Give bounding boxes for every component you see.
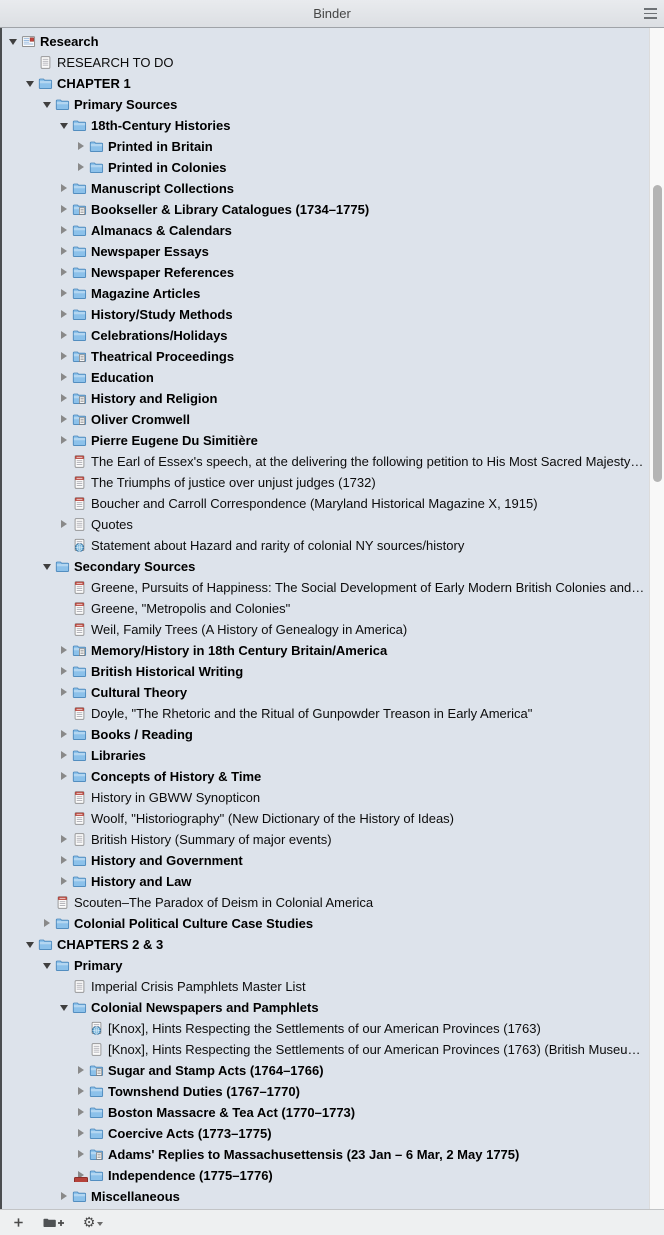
item-label: 18th-Century Histories (91, 118, 231, 133)
folder-icon (89, 1168, 104, 1183)
disclosure-triangle (24, 56, 37, 69)
disclosure-triangle[interactable] (58, 350, 71, 363)
document-icon (72, 517, 87, 532)
item-label: Oliver Cromwell (91, 412, 190, 427)
web-document-icon (89, 1021, 104, 1036)
disclosure-triangle[interactable] (58, 224, 71, 237)
pdf-document-icon (72, 454, 87, 469)
binder-row[interactable] (0, 367, 649, 388)
disclosure-triangle[interactable] (58, 644, 71, 657)
item-label: History/Study Methods (91, 307, 233, 322)
disclosure-triangle[interactable] (58, 287, 71, 300)
disclosure-triangle[interactable] (58, 413, 71, 426)
disclosure-triangle (41, 896, 54, 909)
item-label: Adams' Replies to Massachusettensis (23 Jan – 6 Mar, 2 May 1775) (108, 1147, 520, 1162)
binder-row[interactable] (0, 955, 649, 976)
folder-icon (72, 748, 87, 763)
item-label: History and Religion (91, 391, 218, 406)
vertical-scrollbar[interactable] (649, 28, 664, 1209)
folder-icon (72, 370, 87, 385)
folder-document-icon (72, 202, 87, 217)
item-label: Printed in Colonies (108, 160, 227, 175)
chevron-down-icon (97, 1222, 103, 1226)
item-label: Primary (74, 958, 123, 973)
binder-titlebar (0, 0, 664, 28)
pdf-document-icon (72, 496, 87, 511)
item-label: History and Government (91, 853, 243, 868)
binder-row[interactable] (0, 997, 649, 1018)
folder-icon (72, 1000, 87, 1015)
binder-row[interactable] (0, 1039, 649, 1060)
binder-row[interactable] (0, 304, 649, 325)
binder-row[interactable] (0, 703, 649, 724)
disclosure-triangle[interactable] (58, 308, 71, 321)
pdf-document-icon (72, 706, 87, 721)
item-label: Statement about Hazard and rarity of colonial NY sources/history (91, 538, 465, 553)
binder-outline-tree (0, 28, 649, 1209)
item-label: British Historical Writing (91, 664, 244, 679)
item-label: Colonial Newspapers and Pamphlets (91, 1000, 319, 1015)
disclosure-triangle[interactable] (58, 182, 71, 195)
binder-row[interactable] (0, 199, 649, 220)
folder-icon (72, 328, 87, 343)
disclosure-triangle (58, 581, 71, 594)
item-label: Coercive Acts (1773–1775) (108, 1126, 272, 1141)
item-label: Celebrations/Holidays (91, 328, 228, 343)
binder-row[interactable] (0, 493, 649, 514)
binder-row[interactable] (0, 766, 649, 787)
item-label: Doyle, "The Rhetoric and the Ritual of Gunpowder Treason in Early America" (91, 706, 533, 721)
binder-row[interactable] (0, 325, 649, 346)
disclosure-triangle[interactable] (58, 749, 71, 762)
disclosure-triangle[interactable] (75, 1085, 88, 1098)
item-label: Printed in Britain (108, 139, 213, 154)
item-label: Cultural Theory (91, 685, 188, 700)
disclosure-triangle[interactable] (58, 728, 71, 741)
item-label: CHAPTERS 2 & 3 (57, 937, 164, 952)
disclosure-triangle[interactable] (41, 917, 54, 930)
web-document-icon (72, 538, 87, 553)
document-icon (72, 832, 87, 847)
binder-row[interactable] (0, 619, 649, 640)
binder-row[interactable] (0, 1165, 649, 1186)
scrollbar-thumb[interactable] (653, 185, 662, 482)
pdf-document-icon (72, 622, 87, 637)
disclosure-triangle[interactable] (24, 938, 37, 951)
item-label: Bookseller & Library Catalogues (1734–1775) (91, 202, 370, 217)
disclosure-triangle (58, 791, 71, 804)
disclosure-triangle[interactable] (58, 434, 71, 447)
disclosure-triangle[interactable] (58, 266, 71, 279)
item-label: British History (Summary of major events) (91, 832, 332, 847)
item-label: Research (40, 34, 99, 49)
disclosure-triangle[interactable] (58, 119, 71, 132)
binder-row[interactable] (0, 598, 649, 619)
binder-row[interactable] (0, 808, 649, 829)
item-label: Pierre Eugene Du Simitière (91, 433, 258, 448)
binder-row[interactable] (0, 94, 649, 115)
folder-document-icon (72, 349, 87, 364)
item-label: Education (91, 370, 154, 385)
folder-icon (72, 433, 87, 448)
item-label: CHAPTER 1 (57, 76, 131, 91)
binder-row[interactable] (0, 1081, 649, 1102)
item-label: History in GBWW Synopticon (91, 790, 261, 805)
window-edge (0, 28, 2, 1209)
add-icon (12, 1216, 25, 1229)
folder-icon (72, 181, 87, 196)
binder-row[interactable] (0, 262, 649, 283)
folder-document-icon (89, 1147, 104, 1162)
folder-icon (89, 1126, 104, 1141)
item-label: History and Law (91, 874, 192, 889)
disclosure-triangle (58, 476, 71, 489)
item-label: Memory/History in 18th Century Britain/America (91, 643, 388, 658)
disclosure-triangle[interactable] (58, 518, 71, 531)
binder-row[interactable] (0, 451, 649, 472)
item-label: Imperial Crisis Pamphlets Master List (91, 979, 306, 994)
add-folder-button[interactable] (38, 1213, 70, 1233)
binder-row[interactable] (0, 241, 649, 262)
binder-footer-toolbar (0, 1209, 664, 1235)
binder-row[interactable] (0, 829, 649, 850)
action-menu-button[interactable] (78, 1213, 108, 1233)
disclosure-triangle (58, 539, 71, 552)
binder-row[interactable] (0, 178, 649, 199)
binder-row[interactable] (0, 52, 649, 73)
binder-row[interactable] (0, 1144, 649, 1165)
folder-icon (55, 958, 70, 973)
folder-icon (72, 685, 87, 700)
folder-icon (72, 223, 87, 238)
folder-icon (89, 1105, 104, 1120)
disclosure-triangle (58, 602, 71, 615)
binder-row[interactable] (0, 1123, 649, 1144)
folder-icon (89, 1084, 104, 1099)
binder-row[interactable] (0, 346, 649, 367)
disclosure-triangle (58, 980, 71, 993)
disclosure-triangle[interactable] (41, 959, 54, 972)
folder-document-icon (72, 391, 87, 406)
folder-icon (38, 937, 53, 952)
disclosure-triangle[interactable] (7, 35, 20, 48)
disclosure-triangle[interactable] (58, 392, 71, 405)
disclosure-triangle[interactable] (41, 560, 54, 573)
item-label: Almanacs & Calendars (91, 223, 232, 238)
folder-icon (72, 265, 87, 280)
folder-icon (72, 286, 87, 301)
folder-icon (72, 307, 87, 322)
binder-row[interactable] (0, 472, 649, 493)
item-label: Greene, "Metropolis and Colonies" (91, 601, 291, 616)
binder-row[interactable] (0, 430, 649, 451)
disclosure-triangle (58, 623, 71, 636)
binder-row[interactable] (0, 682, 649, 703)
folder-document-icon (89, 1063, 104, 1078)
item-label: Newspaper References (91, 265, 235, 280)
folder-icon (72, 1189, 87, 1204)
binder-row[interactable] (0, 724, 649, 745)
pdf-document-icon (72, 811, 87, 826)
folder-icon (72, 853, 87, 868)
folder-icon (55, 559, 70, 574)
binder-row[interactable] (0, 640, 649, 661)
binder-row[interactable] (0, 73, 649, 94)
folder-icon (55, 97, 70, 112)
binder-row[interactable] (0, 892, 649, 913)
disclosure-triangle (58, 812, 71, 825)
disclosure-triangle[interactable] (58, 665, 71, 678)
item-label: Miscellaneous (91, 1189, 180, 1204)
item-label: [Knox], Hints Respecting the Settlements of our American Provinces (1763) (British Museu… (108, 1042, 641, 1057)
item-label: Boston Massacre & Tea Act (1770–1773) (108, 1105, 356, 1120)
binder-row[interactable] (0, 976, 649, 997)
document-icon (72, 979, 87, 994)
item-label: Manuscript Collections (91, 181, 235, 196)
disclosure-triangle[interactable] (58, 371, 71, 384)
binder-row[interactable] (0, 535, 649, 556)
binder-row[interactable] (0, 871, 649, 892)
pdf-document-icon (55, 895, 70, 910)
document-icon (89, 1042, 104, 1057)
gear-icon: ⚙ (82, 1214, 96, 1231)
binder-row[interactable] (0, 556, 649, 577)
item-label: Independence (1775–1776) (108, 1168, 273, 1183)
folder-icon (55, 916, 70, 931)
disclosure-triangle[interactable] (58, 1001, 71, 1014)
disclosure-triangle (58, 455, 71, 468)
item-label: Books / Reading (91, 727, 193, 742)
disclosure-triangle[interactable] (24, 77, 37, 90)
item-label: Secondary Sources (74, 559, 196, 574)
disclosure-triangle[interactable] (58, 203, 71, 216)
disclosure-triangle[interactable] (75, 1148, 88, 1161)
disclosure-triangle[interactable] (75, 1064, 88, 1077)
folder-icon (89, 139, 104, 154)
add-item-button[interactable] (6, 1213, 30, 1233)
pdf-document-icon (72, 475, 87, 490)
panel-title: Binder (313, 6, 351, 21)
item-label: Greene, Pursuits of Happiness: The Social Development of Early Modern British Colonies and… (91, 580, 645, 595)
item-label: Magazine Articles (91, 286, 201, 301)
binder-row[interactable] (0, 283, 649, 304)
disclosure-triangle[interactable] (58, 686, 71, 699)
folder-document-icon (72, 643, 87, 658)
item-label: Concepts of History & Time (91, 769, 262, 784)
item-label: Colonial Political Culture Case Studies (74, 916, 314, 931)
disclosure-triangle[interactable] (58, 875, 71, 888)
binder-row[interactable] (0, 577, 649, 598)
pdf-document-icon (72, 601, 87, 616)
disclosure-triangle[interactable] (58, 329, 71, 342)
item-label: Newspaper Essays (91, 244, 209, 259)
binder-row[interactable] (0, 1186, 649, 1207)
pdf-document-icon (72, 580, 87, 595)
item-label: RESEARCH TO DO (57, 55, 174, 70)
disclosure-triangle[interactable] (41, 98, 54, 111)
clipped-pdf-item-icon[interactable] (74, 1177, 88, 1182)
pdf-document-icon (72, 790, 87, 805)
binder-row[interactable] (0, 850, 649, 871)
folder-icon (89, 160, 104, 175)
disclosure-triangle[interactable] (58, 1190, 71, 1203)
disclosure-triangle (58, 707, 71, 720)
binder-row[interactable] (0, 115, 649, 136)
binder-row[interactable] (0, 136, 649, 157)
item-label: [Knox], Hints Respecting the Settlements of our American Provinces (1763) (108, 1021, 541, 1036)
item-label: Quotes (91, 517, 133, 532)
disclosure-triangle[interactable] (58, 245, 71, 258)
folder-icon (72, 244, 87, 259)
item-label: Townshend Duties (1767–1770) (108, 1084, 300, 1099)
item-label: The Triumphs of justice over unjust judges (1732) (91, 475, 376, 490)
item-label: Theatrical Proceedings (91, 349, 235, 364)
disclosure-triangle (75, 1043, 88, 1056)
disclosure-triangle[interactable] (75, 1106, 88, 1119)
folder-document-icon (72, 412, 87, 427)
item-label: Primary Sources (74, 97, 178, 112)
binder-row[interactable] (0, 157, 649, 178)
folder-icon (72, 769, 87, 784)
binder-row[interactable] (0, 745, 649, 766)
binder-row[interactable] (0, 31, 649, 52)
item-label: Woolf, "Historiography" (New Dictionary of the History of Ideas) (91, 811, 455, 826)
binder-row[interactable] (0, 409, 649, 430)
binder-row[interactable] (0, 787, 649, 808)
disclosure-triangle[interactable] (75, 140, 88, 153)
folder-icon (72, 874, 87, 889)
item-label: Weil, Family Trees (A History of Genealogy in America) (91, 622, 408, 637)
add-folder-icon (42, 1216, 66, 1230)
document-icon (38, 55, 53, 70)
disclosure-triangle[interactable] (58, 854, 71, 867)
item-label: Sugar and Stamp Acts (1764–1766) (108, 1063, 324, 1078)
binder-row[interactable] (0, 1018, 649, 1039)
binder-menu-icon[interactable] (644, 8, 657, 19)
binder-row[interactable] (0, 388, 649, 409)
folder-icon (38, 76, 53, 91)
disclosure-triangle[interactable] (58, 770, 71, 783)
disclosure-triangle[interactable] (75, 1127, 88, 1140)
disclosure-triangle[interactable] (58, 833, 71, 846)
binder-row[interactable] (0, 514, 649, 535)
folder-icon (72, 727, 87, 742)
binder-row[interactable] (0, 934, 649, 955)
binder-row[interactable] (0, 1060, 649, 1081)
disclosure-triangle (58, 497, 71, 510)
item-label: Libraries (91, 748, 146, 763)
binder-row[interactable] (0, 661, 649, 682)
item-label: Scouten–The Paradox of Deism in Colonial America (74, 895, 374, 910)
item-label: The Earl of Essex's speech, at the delivering the following petition to His Most Sacred Majesty… (91, 454, 644, 469)
binder-row[interactable] (0, 1102, 649, 1123)
item-label: Boucher and Carroll Correspondence (Maryland Historical Magazine X, 1915) (91, 496, 538, 511)
research-icon (21, 34, 36, 49)
disclosure-triangle (75, 1022, 88, 1035)
binder-row[interactable] (0, 220, 649, 241)
folder-icon (72, 664, 87, 679)
folder-icon (72, 118, 87, 133)
disclosure-triangle[interactable] (75, 161, 88, 174)
binder-row[interactable] (0, 913, 649, 934)
